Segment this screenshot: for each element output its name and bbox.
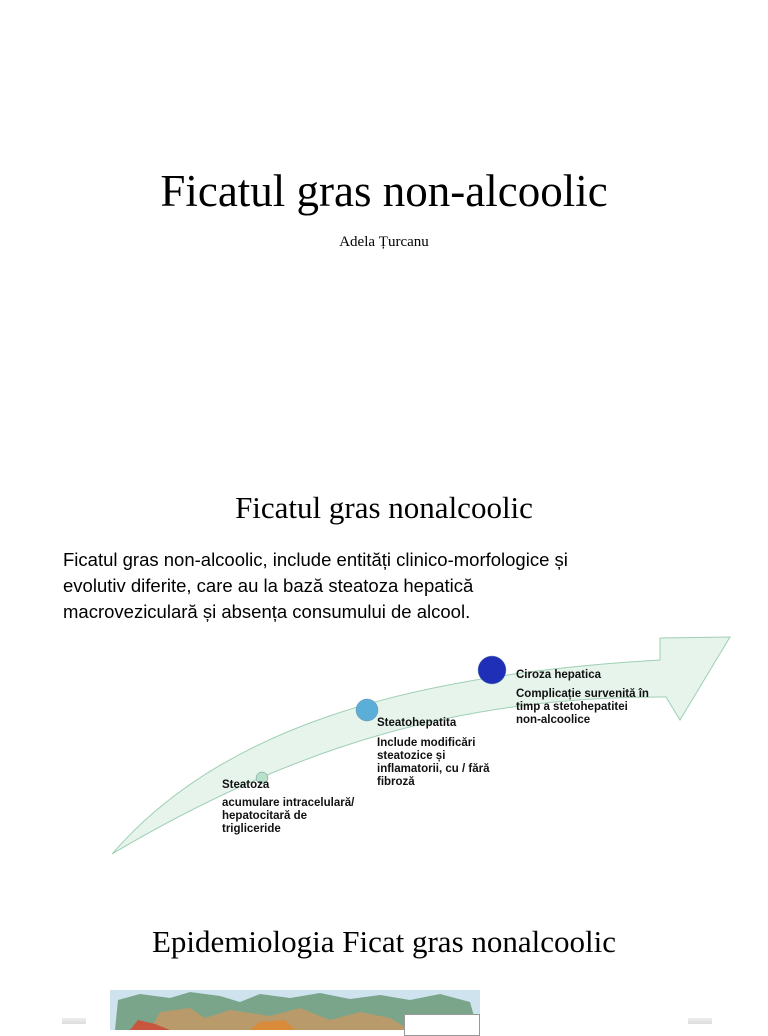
stage-desc-line: non-alcoolice xyxy=(516,714,591,726)
stage-steatohepatita-dot xyxy=(356,699,378,721)
slide2-body-line: evolutiv diferite, care au la bază steatoza hepatică xyxy=(63,575,474,596)
edge-mark xyxy=(62,1018,86,1024)
stage-desc-line: fibroză xyxy=(377,776,415,788)
slide2-body-line: macroveziculară și absența consumului de alcool. xyxy=(63,601,471,622)
stage-ciroza-desc xyxy=(516,688,649,727)
stage-desc-line: timp a stetohepatitei xyxy=(516,701,628,713)
stage-desc-line: acumulare intracelulară/ xyxy=(222,797,355,809)
stage-steatoza-label: Steatoza xyxy=(222,779,270,791)
stage-desc-line: Include modificări xyxy=(377,737,476,749)
slide3-title: Epidemiologia Ficat gras nonalcoolic xyxy=(151,924,617,959)
stage-steatoza-desc xyxy=(222,797,354,836)
stage-desc-line: Complicație survenită în xyxy=(516,688,649,700)
edge-mark xyxy=(688,1018,712,1024)
stage-desc-line: inflamatorii, cu / fără xyxy=(377,763,490,775)
stage-steatohepatita-label: Steatohepatita xyxy=(377,717,457,729)
stage-steatohepatita-desc xyxy=(377,737,489,789)
stage-desc-line: trigliceride xyxy=(222,823,281,835)
stage-desc-line: hepatocitară de xyxy=(222,810,307,822)
stage-ciroza-label: Ciroza hepatica xyxy=(516,669,601,681)
slide1-title: Ficatul gras non-alcoolic xyxy=(160,166,608,216)
map-legend-box xyxy=(404,1014,480,1036)
slide1-author: Adela Țurcanu xyxy=(339,234,429,250)
stage-ciroza-dot xyxy=(478,656,506,684)
slide2-title: Ficatul gras nonalcoolic xyxy=(235,490,533,525)
stage-desc-line: steatozice și xyxy=(377,750,446,762)
slide2-body-line: Ficatul gras non-alcoolic, include entități clinico-morfologice și xyxy=(63,549,568,570)
